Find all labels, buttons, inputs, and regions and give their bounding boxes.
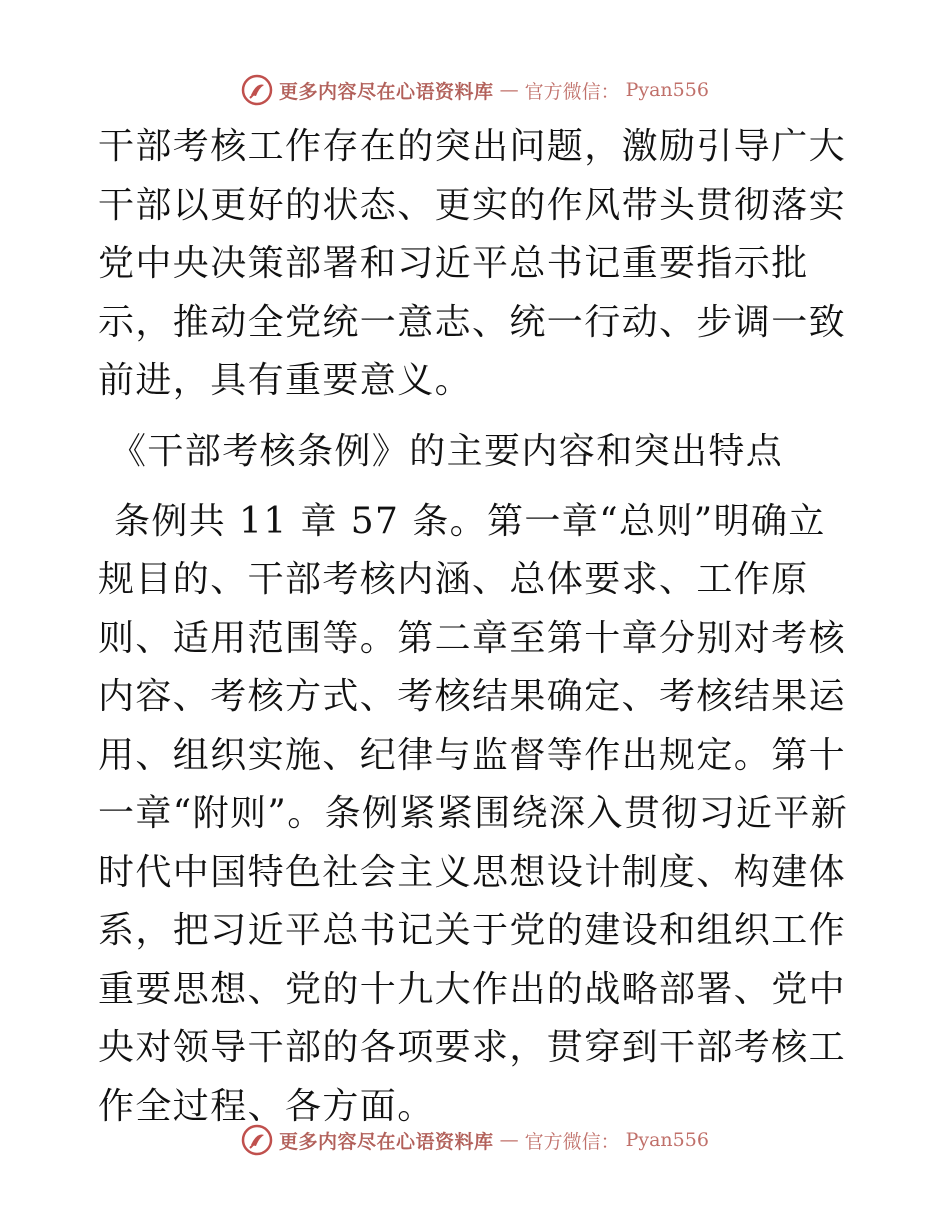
watermark-dash: — xyxy=(499,79,519,101)
watermark-brand-text: 更多内容尽在心语资料库 xyxy=(279,80,494,103)
watermark-wechat-id: Pyan556 xyxy=(625,79,709,101)
watermark-wechat-id: Pyan556 xyxy=(625,1129,709,1151)
footer-watermark xyxy=(0,1122,950,1158)
document-body xyxy=(98,118,858,1136)
paragraph-1: 干部考核工作存在的突出问题，激励引导广大干部以更好的状态、更实的作风带头贯彻落实党中央决策部署和习近平总书记重要指示批示，推动全党统一意志、统一行动、步调一致前进，具有重要意义。 xyxy=(98,126,847,401)
watermark-brand-text: 更多内容尽在心语资料库 xyxy=(279,1130,494,1153)
watermark-wechat-label: 官方微信： xyxy=(524,80,620,103)
watermark-wechat-label: 官方微信： xyxy=(524,1130,620,1153)
paragraph-2: 条例共 11 章 57 条。第一章“总则”明确立规目的、干部考核内涵、总体要求、工作原则、适用范围等。第二章至第十章分别对考核内容、考核方式、考核结果确定、考核结果运用、组织实施、纪律与监督等作出规定。第十一章“附则”。条例紧紧围绕深入贯彻习近平新时代中国特色社会主义思想设计制度、构建体系，把习近平总书记关于党的建设和组织工作重要思想、党的十九大作出的战略部署、党中央对领导干部的各项要求，贯穿到干部考核工作全过程、各方面。 xyxy=(98,500,849,1127)
logo-icon xyxy=(241,74,273,106)
section-heading: 《干部考核条例》的主要内容和突出特点 xyxy=(110,430,784,472)
logo-icon xyxy=(241,1124,273,1156)
header-watermark xyxy=(0,72,950,108)
watermark-dash: — xyxy=(499,1129,519,1151)
